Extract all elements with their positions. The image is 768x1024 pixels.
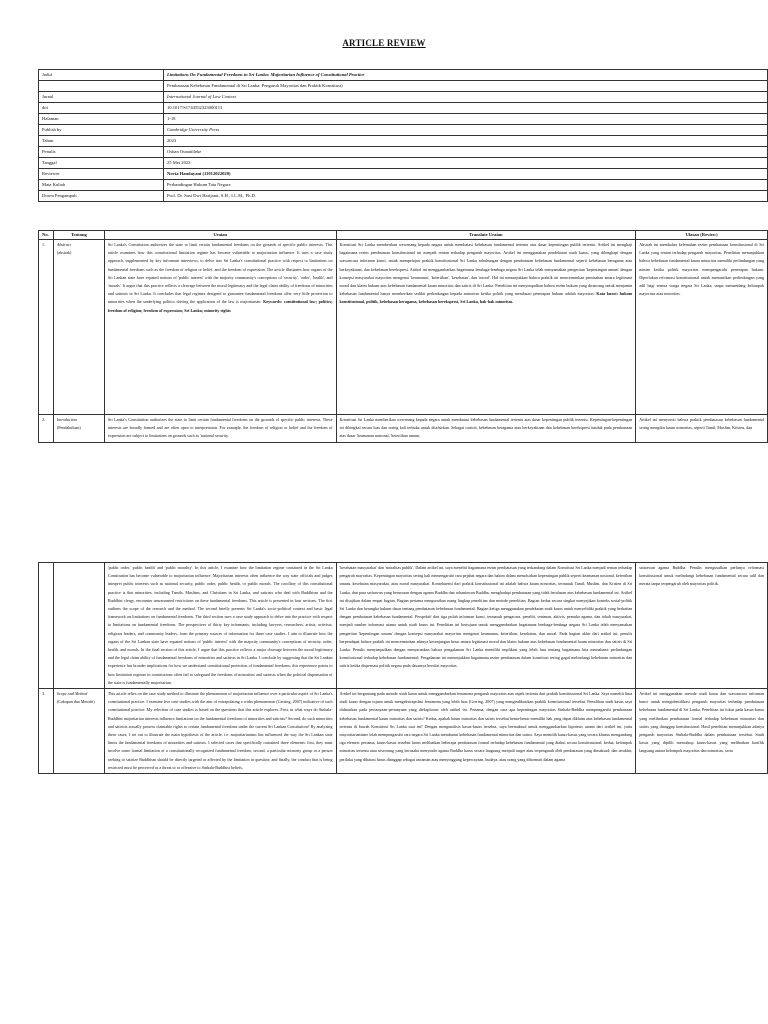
row-topic	[53, 563, 104, 689]
row-translate-text: Konstitusi Sri Lanka memberikan wewenang kepada negara untuk membatasi kebebasan fundamental tertentu atas dasar kepentingan publik tertentu. Artikel ini mengkaji bagaimana rezim pembatasan konstitusional ini menjadi rentan terhadap pengaruh mayoritas. Artikel ini menggunakan pendekatan studi kasus, yang dilengkapi dengan wawancara informan kunci, untuk mempelajari praktik konstitusional Sri Lanka sehubungan dengan pembatasan kebebasan fundamental seperti kebebasan beragama atau berkeyakinan, dan kebebasan berekspresi. Artikel ini menggambarkan bagaimana lembaga-lembaga negara Sri Lanka telah menyamakan pengertian 'kepentingan umum' dengan konsepsi masyarakat mayoritas mengenai 'keamanan', 'ketertiban', 'kesehatan', dan 'moral'. Hal ini menunjukkan bahwa praktik ini mencerminkan pemisahan antara legitimasi moral dan klaim hukum atas kebebasan fundamental kaum minoritas dan satiris di Sri Lanka. Penelitian ini menyimpulkan bahwa rezim hukum yang dirancang untuk menjamin kebebasan fundamental hanya memberikan sedikit perlindungan kepada minoritas ketika politik yang mendasari penerapan hukum adalah mayoritas.	[339, 242, 633, 297]
info-row-reviewer	[39, 169, 768, 180]
row-translate-keywords: Kata kunci: hukum konstitusional, politik, kebebasan beragama, kebebasan berekspresi, Sri Lanka, hak-hak minoritas.	[339, 291, 633, 305]
info-value: Prof. Dr. Susi Dwi Harijanti, S.H., LL.M., Ph.D.	[164, 191, 768, 202]
row-ulasan: satirawan agama Buddha. Penulis mengusulkan perlunya reformasi konstitusional untuk melindungi kebebasan fundamental secara adil dan merata tanpa terpengaruh oleh mayoritas politik.	[636, 563, 768, 689]
info-label: Tahun	[39, 136, 164, 147]
row-number	[39, 563, 54, 689]
info-label: Dosen Pengampuh	[39, 191, 164, 202]
row-translate: Artikel ini bergantung pada metode studi kasus untuk menggambarkan fenomena pengaruh mayoritas atas aspek tertentu dari praktik konstitusional Sri Lanka. Saya meneliti lima studi kasus dengan tujuan untuk mengekstrapolasi fenomena yang lebih luas (Gerring, 2007) yang mengindikasikan praktik konstitusional tersebut. Pemilihan studi kasus saya didasarkan pada pertanyaan-pertanyaan yang dieksplorasi oleh artikel ini. Pertama, dengan cara apa kepentingan mayoritas Sinhala-Buddha mempengaruhi pembatasan kebebasan fundamental kaum minoritas dan satiris? Kedua, apakah kaum minoritas dan satiris tersebut benar-benar memiliki hak yang dapat diklaim atas kebebasan fundamental tertentu di bawah Konstitusi Sri Lanka saat ini? Dengan menganalisis kasus-kasus tersebut, saya bermaksud untuk menggambarkan hipotesis utama dari artikel ini, yaitu mayoritarianisme telah mempengaruhi cara negara Sri Lanka membatasi kebebasan fundamental minoritas dan satiris. Saya memilih kasus-kasus yang secara khusus mengandung tiga elemen: pertama, kasus-kasus tersebut harus melibatkan beberapa pembatasan formal terhadap kebebasan fundamental yang diakui secara konstitusional; kedua, kelompok minoritas tertentu atau seseorang yang berusaha menyindir agama Buddha harus secara langsung menjadi target atau terpengaruh oleh pembatasan yang dimaksud; dan terakhir, perilaku yang dibatasi harus dianggap sebagai ancaman atau menyinggung kepercayaan, budaya, atau orang yang dihormati dalam agama	[336, 689, 636, 774]
row-topic-title: Scope and Method	[56, 691, 88, 697]
info-row-penulis	[39, 147, 768, 158]
review-table	[38, 230, 768, 443]
row-topic-subtitle: (Pendahuluan)	[56, 425, 81, 431]
row-uraian	[104, 240, 336, 415]
row-number: 1.	[39, 240, 54, 415]
row-uraian-keywords: Keywords: constitutional law; politics; freedom of religion; freedom of expression; Sri Lanka; minority rights	[107, 299, 333, 313]
info-row-halaman	[39, 114, 768, 125]
header-no: No.	[39, 231, 54, 240]
info-row-mata-kuliah	[39, 180, 768, 191]
review-table-continued	[38, 562, 768, 774]
row-uraian: 'public order,' public health' and 'public morality'. In this article, I examine how the limitation regime contained in the Sri Lanka Constitution has become vulnerable to majoritarian influence. Majoritarian interests often influence the way state officials and judges interpret public interests such as national security, public order, public health, or public morals. The corollary of this constitutional practice is that minorities, including Tamils, Muslims, and Christians in Sri Lanka, and satirists who deal with Buddhism and the Buddhist clergy, encounter unwarranted restrictions on these fundamental freedoms. This article is presented in four sections. The first outlines the scope of the research and the method. The second briefly presents Sri Lanka's socio-political context and basic legal framework on limitations on fundamental freedoms. The third section uses a case study approach to delve into the practice with respect to limitations on fundamental freedoms. The perspectives of thirty key informants, including lawyers, researchers, artists, activists, religious leaders, and community leaders, form the primary sources of information for these case studies. I aim to illustrate how the organs of the Sri Lankan state have equated notions of 'public interest' with the majority community's conceptions of security, order, health, and morals. In the final section of this article, I argue that this practice reflects a major cleavage between the moral legitimacy and the legal claim ability of fundamental freedoms of minorities and satirists in Sri Lanka. I conclude by suggesting that the Sri Lankan experience has broader implications for how we understand constitutional protection of fundamental freedoms; this experience points to how limitation regimes in constitutions often fail to safeguard the freedoms of minorities and satirists when the political dispensation of the state is fundamentally majoritarian.	[104, 563, 336, 689]
row-topic-title: Introduction	[56, 417, 78, 422]
row-uraian: Sri Lanka's Constitution authorizes the state to limit certain fundamental freedoms on the grounds of specific public interests. These interests are broadly framed and are often open to interpretation. For example, the freedom of religion or belief and the freedom of expression are subject to limitations on grounds such as 'national security,	[104, 415, 336, 443]
row-ulasan: Artikel ini menggunakan metode studi kasus dan wawancara informan kunci untuk mengidentifikasi pengaruh mayoritas terhadap pembatasan kebebasan fundamental di Sri Lanka. Penelitian ini fokus pada kasus-kasus yang melibatkan pembatasan formal terhadap kebebasan minoritas dan satiris yang dianggap konstitusional. Hasil penelitian menunjukkan adanya pengaruh mayoritas Sinhala-Buddha dalam pembatasan tersebut. Studi kasus yang dipilih mencakup kasus-kasus yang melibatkan konflik langsung antara kelompok mayoritas dan minoritas, serta	[636, 689, 768, 774]
info-row-judul	[39, 70, 768, 81]
row-translate: 'kesehatan masyarakat' dan 'moralitas publik'. Dalam artikel ini, saya meneliti bagaimana rezim pembatasan yang terkandung dalam Konstitusi Sri Lanka menjadi rentan terhadap pengaruh mayoritas. Kepentingan mayoritas sering kali memengaruhi cara pejabat negara dan hakim dalam menafsirkan kepentingan publik seperti keamanan nasional, ketertiban umum, kesehatan masyarakat, atau moral masyarakat. Konsekuensi dari praktik konstitusional ini adalah bahwa kaum minoritas, termasuk Tamil, Muslim, dan Kristen di Sri Lanka, dan para satirawan yang berurusan dengan agama Buddha dan rohaniawan Buddha, menghadapi pembatasan yang tidak beralasan atas kebebasan fundamental ini. Artikel ini disajikan dalam empat bagian. Bagian pertama menguraikan ruang lingkup penelitian dan metode penelitian. Bagian kedua secara singkat menyajikan konteks sosial-politik Sri Lanka dan kerangka hukum dasar tentang pembatasan kebebasan fundamental. Bagian ketiga menggunakan pendekatan studi kasus untuk menyelidiki praktik yang berkaitan dengan pembatasan kebebasan fundamental. Perspektif dari tiga puluh informan kunci, termasuk pengacara, peneliti, seniman, aktivis, pemuka agama, dan tokoh masyarakat, menjadi sumber informasi utama untuk studi kasus ini. Penelitian ini bertujuan untuk menggambarkan bagaimana lembaga-lembaga negara Sri Lanka telah menyamakan pengertian 'kepentingan umum' dengan konsepsi masyarakat mayoritas mengenai keamanan, ketertiban, kesehatan, dan moral. Pada bagian akhir dari artikel ini, penulis berpendapat bahwa praktik ini mencerminkan adanya kesenjangan besar antara legitimasi moral dan klaim hukum atas kebebasan fundamental kaum minoritas dan satiris di Sri Lanka. Penulis menyimpulkan dengan menyarankan bahwa pengalaman Sri Lanka memiliki implikasi yang lebih luas tentang bagaimana kita memahami perlindungan konstitusional terhadap kebebasan fundamental; Pengalaman ini menunjukkan bagaimana rezim pembatasan dalam konstitusi sering gagal melindungi kebebasan minoritas dan satiris ketika dispensasi politik negara pada dasarnya bersifat mayoritas.	[336, 563, 636, 689]
table-row	[39, 240, 768, 415]
info-label: Publish by	[39, 125, 164, 136]
info-row-tahun	[39, 136, 768, 147]
row-ulasan: Artikel ini menyoroti bahwa praktik pembatasan kebebasan fundamental sering mengikis kaum minoritas, seperti Tamil, Muslim, Kristen, dan	[636, 415, 768, 443]
info-value: Pembatasan Kebebasan Fundamental di Sri Lanka: Pengaruh Mayoritas dan Praktik Konstitusi)	[164, 81, 768, 92]
header-translate: Translate Uraian	[336, 231, 636, 240]
row-translate	[336, 240, 636, 415]
row-topic	[53, 689, 104, 774]
table-row	[39, 689, 768, 774]
row-topic-subtitle: (abstrak)	[56, 250, 72, 256]
document-page-1	[0, 0, 768, 482]
article-info-table	[38, 69, 768, 202]
info-label: Halaman	[39, 114, 164, 125]
info-value: Oshan Ounatilleke	[164, 147, 768, 158]
info-value: Perbandingan Hukum Tata Negara	[164, 180, 768, 191]
info-label: Mata Kuliah	[39, 180, 164, 191]
document-page-2	[0, 562, 768, 1024]
info-value: International Journal of Law Context	[164, 92, 768, 103]
row-ulasan: Abstrak ini membahas kelemahan rezim pembatasan konstitusional di Sri Lanka yang rentan terhadap pengaruh mayoritas. Penelitian menunjukkan bahwa kebebasan fundamental kaum minoritas memiliki perlindungan yang minim ketika politik mayoritas mempengaruhi penerapan hukum. Diperlukan reformasi konstitusional untuk memastikan perlindungan yang adil bagi semua warga negara Sri Lanka, tanpa memandang kelompok mayoritas atau minoritas.	[636, 240, 768, 415]
page-gap	[0, 482, 768, 562]
info-label: Tanggal	[39, 158, 164, 169]
page-title: ARTICLE REVIEW	[342, 38, 426, 48]
info-label: Jurnal	[39, 92, 164, 103]
info-value: 10.1017/S1744552323000113	[164, 103, 768, 114]
info-row-publisher	[39, 125, 768, 136]
info-value: 25 Mei 2023	[164, 158, 768, 169]
table-row	[39, 415, 768, 443]
info-value: Novia Handayani (11012022020)	[164, 169, 768, 180]
info-value: Limitations On Fundamental Freedoms in Sri Lanka: Majoritarian Influence of Constitutional Practice	[164, 70, 768, 81]
row-topic	[53, 415, 104, 443]
info-row-judul-translation	[39, 81, 768, 92]
info-label: Penulis	[39, 147, 164, 158]
info-label	[39, 81, 164, 92]
info-value: 1-18	[164, 114, 768, 125]
row-number: 3.	[39, 689, 54, 774]
header-uraian: Uraian	[104, 231, 336, 240]
info-value: Cambridge University Press	[164, 125, 768, 136]
row-uraian-text: Sri Lanka's Constitution authorizes the state to limit certain fundamental freedoms on the grounds of specific public interests. This article examines how this constitutional limitation regime has become vulnerable to majoritarian influence. It uses a case study approach, supplemented by key informant interviews, to delve into Sri Lanka's constitutional practice with respect to limitations on fundamental freedoms such as the freedom of religion or belief, and the freedom of expression. The article illustrates how organs of the Sri Lankan state have equated notions of 'public interest' with the majority community's conceptions of 'security', 'order', 'health', and 'morals'. It argue that this practice reflects a cleavage between the moral legitimacy and the legal claim ability of freedoms of minorities and satirists in Sri Lanka. It concludes that legal regimes designed to guarantee fundamental freedoms offer very little protection to minorities when the underlying politics driving the application of the law is majoritarian.	[107, 242, 333, 305]
row-translate: Konstitusi Sri Lanka memberikan wewenang kepada negara untuk membatasi kebebasan fundamental tertentu atas dasar kepentingan publik tertentu. Kepentingan-kepentingan ini dibingkai secara luas dan sering kali terbuka untuk ditafsirkan. Sebagai contoh, kebebasan beragama atau berkeyakinan dan kebebasan berekspresi tunduk pada pembatasan atas dasar 'keamanan nasional, 'ketertiban umum,	[336, 415, 636, 443]
row-topic	[53, 240, 104, 415]
info-label: Reviewer	[39, 169, 164, 180]
info-row-jurnal	[39, 92, 768, 103]
info-label: doi	[39, 103, 164, 114]
header-tentang: Tentang	[53, 231, 104, 240]
header-ulasan: Ulasan (Review)	[636, 231, 768, 240]
info-row-dosen	[39, 191, 768, 202]
info-row-tanggal	[39, 158, 768, 169]
info-row-doi	[39, 103, 768, 114]
row-number: 2.	[39, 415, 54, 443]
info-label: Judul	[39, 70, 164, 81]
row-topic-title: Abstract	[56, 242, 71, 247]
review-table-header	[39, 231, 768, 240]
table-row	[39, 563, 768, 689]
info-value: 2023	[164, 136, 768, 147]
row-topic-subtitle: (Cakupan dan Metode)	[56, 699, 95, 705]
row-uraian: This article relies on the case study method to illustrate the phenomenon of majoritarian influence over a particular aspect of Sri Lanka's constitutional practice. I examine five case studies with the aim of extrapolating a wider phenomenon (Gerring, 2007) indicative of such constitutional practice. My selection of case studies is based on the questions that this article explores. First, in what ways do Sinhala-Buddhist majoritarian interests influence limitations on the fundamental freedoms of minorities and satirists? Second, do such minorities and satirists actually possess claimable rights to certain fundamental freedoms under the current Sri Lankan Constitution? By analyzing these cases, I set out to illustrate the main hypothesis of the article, i.e. majoritarianism has influenced the way the Sri Lankan state limits the fundamental freedoms of minorities and satirists. I selected cases that specifically contained three elements: first, they must involve some formal limitation of a constitutionally recognized fundamental freedom; second, a particular minority group or a person seeking to satirize Buddhism should be directly targeted or affected by the limitation in question; and finally, the conduct that is being restricted must be perceived as a threat to or offensive to Sinhala-Buddhist beliefs,	[104, 689, 336, 774]
